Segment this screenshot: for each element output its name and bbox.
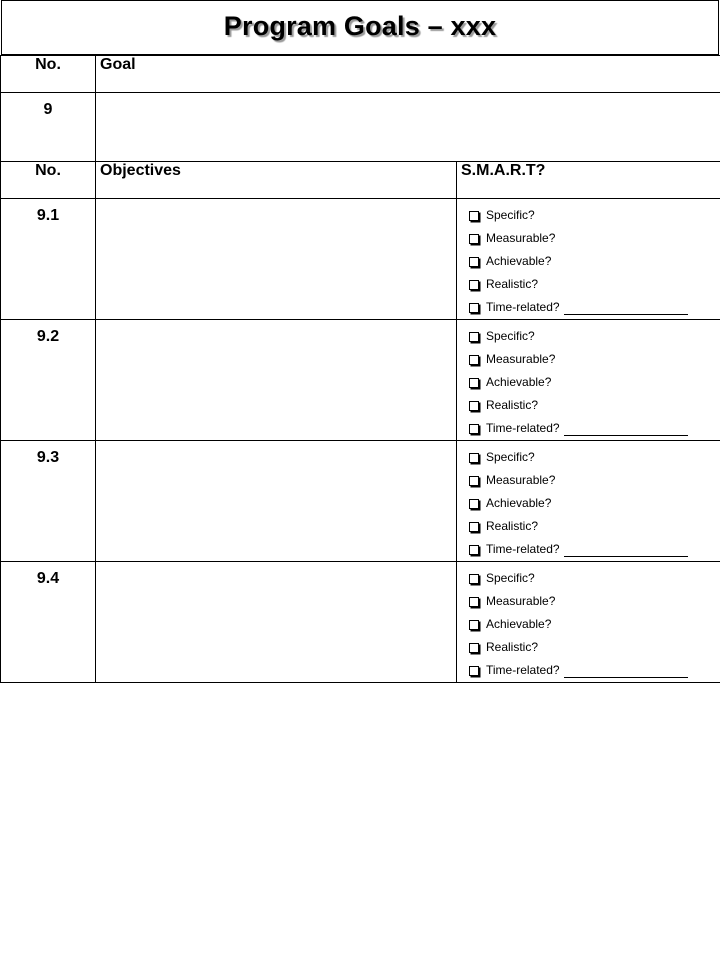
objective-text-cell[interactable] [96,441,457,562]
smart-item-time-related[interactable] [469,296,720,319]
checkbox-icon[interactable] [469,666,479,676]
page-title: Program Goals – xxx [223,11,497,41]
goal-header-row [1,56,720,93]
smart-item-label: Realistic? [486,277,539,291]
checkbox-icon[interactable] [469,574,479,584]
smart-item-time-related[interactable] [469,417,720,440]
smart-checklist [457,441,720,561]
checkbox-icon[interactable] [469,424,479,434]
checkbox-icon[interactable] [469,332,479,342]
smart-item-achievable[interactable] [469,250,720,273]
goal-row [1,93,720,162]
checkbox-icon[interactable] [469,545,479,555]
smart-item-label: Achievable? [486,375,552,389]
objective-row [1,320,720,441]
smart-item-label: Specific? [486,208,535,222]
checkbox-icon[interactable] [469,211,479,221]
time-related-blank[interactable] [564,300,688,315]
smart-item-specific[interactable] [469,567,720,590]
time-related-blank[interactable] [564,542,688,557]
smart-item-specific[interactable] [469,325,720,348]
smart-item-label: Achievable? [486,254,552,268]
objectives-header-row [1,162,720,199]
checkbox-icon[interactable] [469,355,479,365]
objective-number-cell [1,562,96,683]
smart-item-specific[interactable] [469,204,720,227]
smart-item-time-related[interactable] [469,538,720,561]
smart-item-label: Measurable? [486,352,556,366]
smart-item-measurable[interactable] [469,227,720,250]
objective-text-cell[interactable] [96,320,457,441]
objective-number: 9.1 [36,207,60,224]
goal-header: Goal [96,56,720,93]
checkbox-icon[interactable] [469,597,479,607]
smart-checklist-cell [457,199,720,320]
title-box [1,0,719,55]
checkbox-icon[interactable] [469,499,479,509]
smart-item-realistic[interactable] [469,636,720,659]
smart-item-time-related[interactable] [469,659,720,682]
smart-item-realistic[interactable] [469,515,720,538]
smart-item-label: Measurable? [486,473,556,487]
objective-text-cell[interactable] [96,562,457,683]
smart-item-measurable[interactable] [469,590,720,613]
goal-no-header: No. [1,56,96,93]
smart-item-label: Time-related? [486,300,560,314]
smart-item-achievable[interactable] [469,492,720,515]
checkbox-icon[interactable] [469,453,479,463]
goal-number: 9 [43,101,53,118]
smart-checklist-cell [457,562,720,683]
objective-number: 9.2 [36,328,60,345]
smart-item-label: Achievable? [486,617,552,631]
objective-number-cell [1,320,96,441]
goal-text-cell[interactable] [96,93,720,162]
checkbox-icon[interactable] [469,643,479,653]
smart-item-label: Time-related? [486,421,560,435]
objective-text-cell[interactable] [96,199,457,320]
checkbox-icon[interactable] [469,234,479,244]
goals-table [0,55,720,683]
smart-item-label: Specific? [486,329,535,343]
objective-no-header: No. [1,162,96,199]
checkbox-icon[interactable] [469,620,479,630]
time-related-blank[interactable] [564,663,688,678]
smart-checklist-cell [457,320,720,441]
smart-item-label: Time-related? [486,663,560,677]
smart-item-label: Achievable? [486,496,552,510]
checkbox-icon[interactable] [469,401,479,411]
objective-row [1,562,720,683]
smart-item-label: Specific? [486,571,535,585]
objective-number: 9.4 [36,570,60,587]
smart-item-realistic[interactable] [469,394,720,417]
objective-row [1,441,720,562]
smart-checklist [457,320,720,440]
smart-item-label: Time-related? [486,542,560,556]
checkbox-icon[interactable] [469,476,479,486]
checkbox-icon[interactable] [469,378,479,388]
smart-item-measurable[interactable] [469,469,720,492]
time-related-blank[interactable] [564,421,688,436]
smart-item-label: Specific? [486,450,535,464]
smart-item-realistic[interactable] [469,273,720,296]
smart-checklist [457,562,720,682]
objective-number-cell [1,441,96,562]
smart-item-label: Realistic? [486,640,539,654]
smart-item-label: Realistic? [486,398,539,412]
checkbox-icon[interactable] [469,280,479,290]
checkbox-icon[interactable] [469,257,479,267]
objective-row [1,199,720,320]
smart-item-measurable[interactable] [469,348,720,371]
smart-header: S.M.A.R.T? [457,162,720,199]
smart-item-label: Measurable? [486,231,556,245]
smart-item-achievable[interactable] [469,371,720,394]
objective-number-cell [1,199,96,320]
checkbox-icon[interactable] [469,303,479,313]
smart-item-achievable[interactable] [469,613,720,636]
checkbox-icon[interactable] [469,522,479,532]
objectives-header: Objectives [96,162,457,199]
smart-item-specific[interactable] [469,446,720,469]
objective-number: 9.3 [36,449,60,466]
smart-checklist-cell [457,441,720,562]
smart-checklist [457,199,720,319]
smart-item-label: Measurable? [486,594,556,608]
goal-number-cell [1,93,96,162]
smart-item-label: Realistic? [486,519,539,533]
